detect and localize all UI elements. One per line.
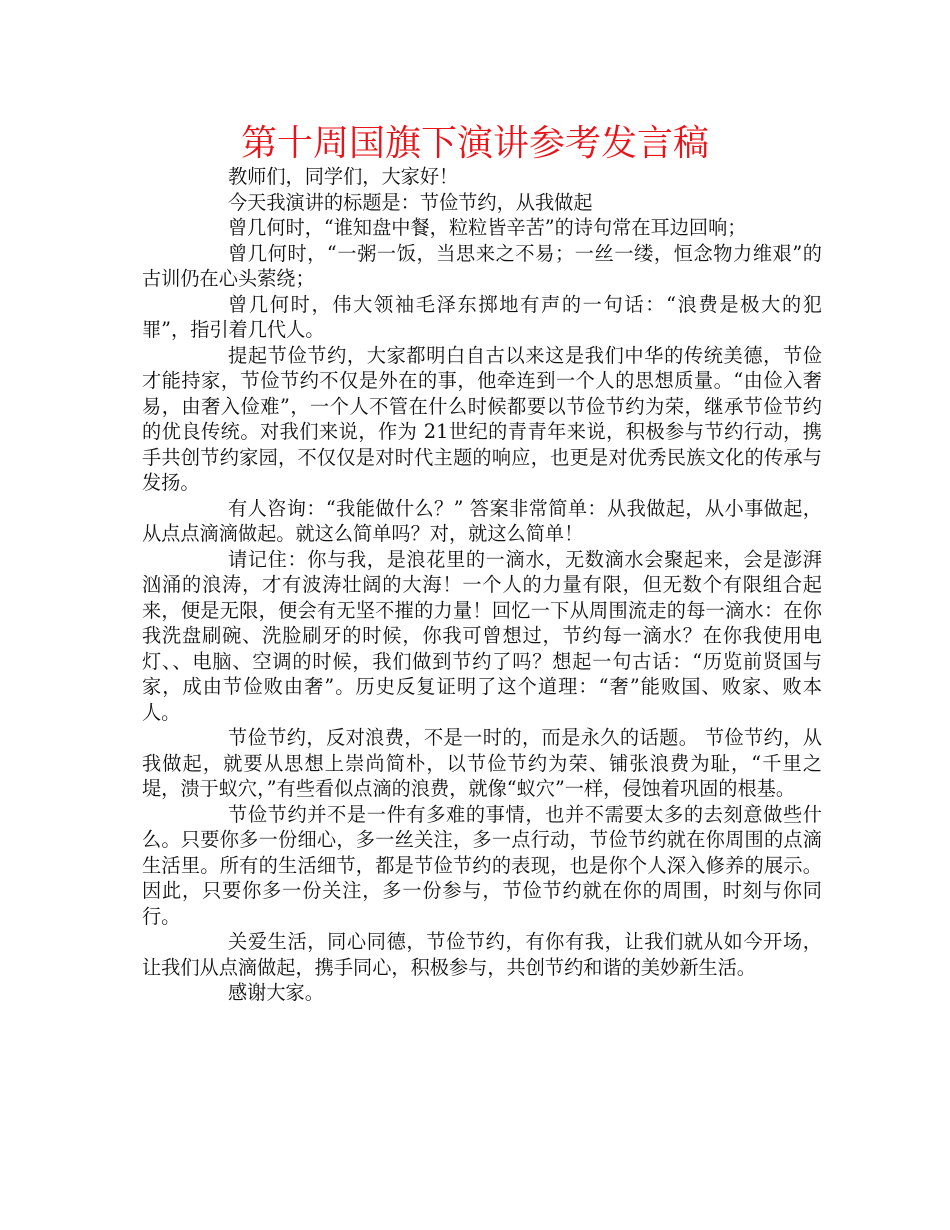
paragraph-ancient-motto: 曾几何时，“一粥一饭，当思来之不易；一丝一缕，恒念物力维艰”的古训仍在心头萦绕； — [142, 241, 822, 290]
paragraph-question: 有人咨询：“我能做什么？” 答案非常简单：从我做起，从小事做起，从点点滴滴做起。就这么简单吗？对，就这么简单！ — [142, 496, 822, 545]
paragraph-leader-quote: 曾几何时，伟大领袖毛泽东掷地有声的一句话：“浪费是极大的犯罪”，指引着几代人。 — [142, 292, 822, 341]
paragraph-daily-life: 节俭节约并不是一件有多难的事情，也并不需要太多的去刻意做些什么。只要你多一份细心，多一丝关注，多一点行动，节俭节约就在你周围的点滴生活里。所有的生活细节，都是节俭节约的表现，也是你个人深入修养的展示。因此，只要你多一份关注，多一份参与，节俭节约就在你的周围，时刻与你同行。 — [142, 802, 822, 928]
document-title: 第十周国旗下演讲参考发言稿 — [240, 123, 709, 164]
paragraph-tradition: 提起节俭节约，大家都明白自古以来这是我们中华的传统美德，节俭才能持家，节俭节约不仅是外在的事，他牵连到一个人的思想质量。“由俭入奢易，由奢入俭难”，一个人不管在什么时候都要以节俭节约为荣，继承节俭节约的优良传统。对我们来说，作为 21世纪的青青年来说，积极参与节约行动，携手共创节约家园，不仅仅是对时代主题的响应，也更是对优秀民族文化的传承与发扬。 — [142, 343, 822, 494]
paragraph-water-drop: 请记住：你与我，是浪花里的一滴水，无数滴水会聚起来，会是澎湃汹涌的浪涛，才有波涛壮阔的大海！一个人的力量有限，但无数个有限组合起来，便是无限，便会有无坚不摧的力量！回忆一下从周围流走的每一滴水：在你我洗盘刷碗、洗脸刷牙的时候，你我可曾想过，节约每一滴水？在你我使用电灯、、电脑、空调的时候，我们做到节约了吗？想起一句古话：“历览前贤国与家，成由节俭败由奢”。历史反复证明了这个道理：“奢”能败国、败家、败本人。 — [142, 547, 822, 724]
paragraph-greeting: 教师们，同学们，大家好！ — [228, 165, 459, 188]
paragraph-thanks: 感谢大家。 — [228, 981, 324, 1004]
paragraph-call-to-action: 关爱生活，同心同德，节俭节约，有你有我，让我们就从如今开场，让我们从点滴做起，携手同心，积极参与，共创节约和谐的美妙新生活。 — [142, 930, 822, 979]
paragraph-against-waste: 节俭节约，反对浪费，不是一时的，而是永久的话题。 节俭节约，从我做起，就要从思想上崇尚简朴，以节俭节约为荣、铺张浪费为耻，“千里之堤，溃于蚁穴，”有些看似点滴的浪费，就像“蚁穴”一样，侵蚀着巩固的根基。 — [142, 726, 822, 800]
paragraph-poem-quote: 曾几何时，“谁知盘中餐，粒粒皆辛苦”的诗句常在耳边回响； — [228, 216, 747, 239]
paragraph-topic: 今天我演讲的标题是：节俭节约，从我做起 — [228, 190, 593, 214]
document-body — [142, 164, 822, 1006]
